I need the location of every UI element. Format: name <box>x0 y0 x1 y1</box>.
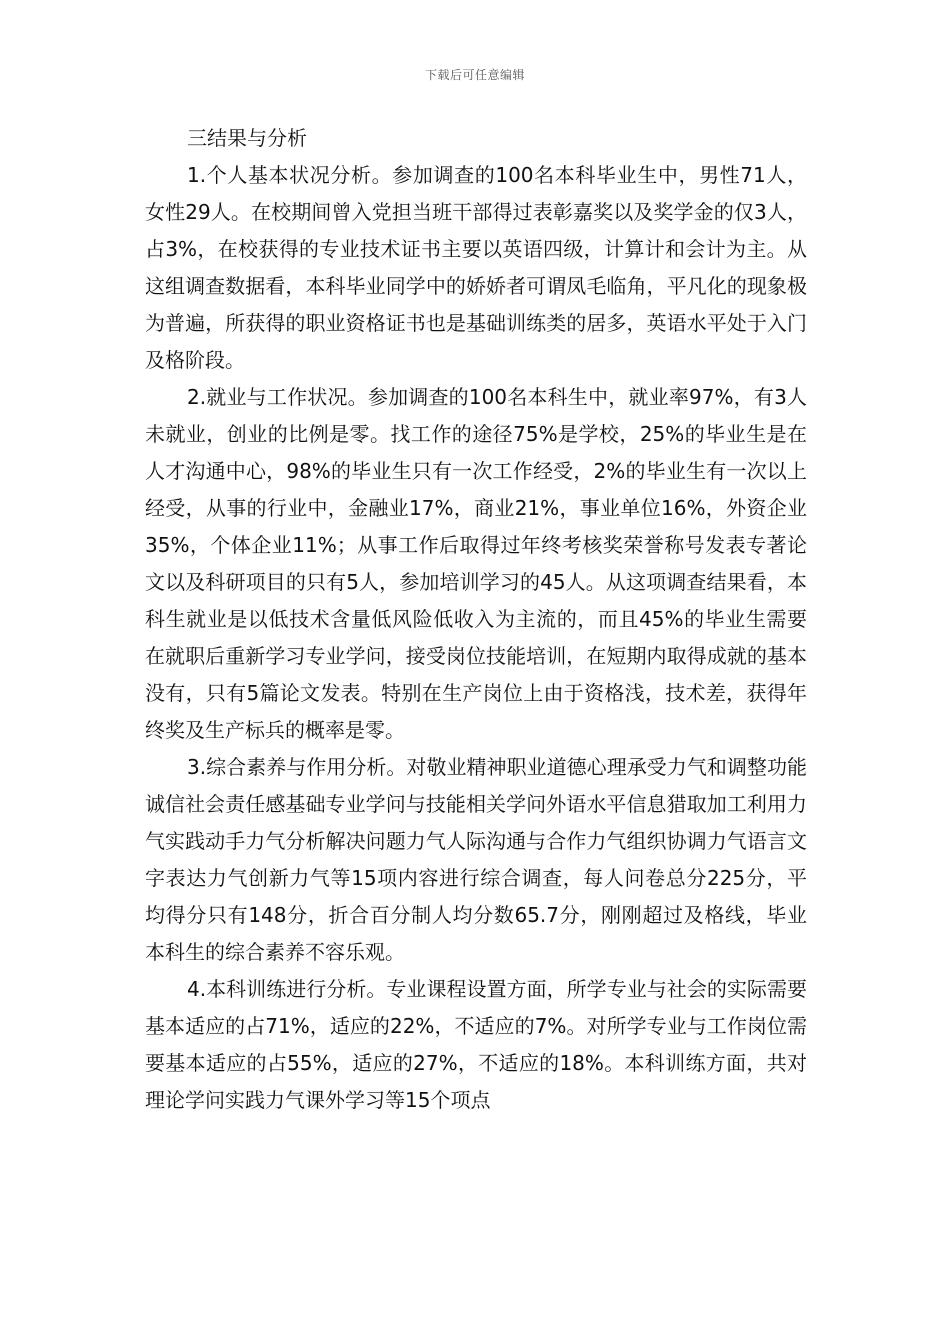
document-body <box>145 120 807 1119</box>
section-title: 三结果与分析 <box>187 126 307 150</box>
paragraph-undergraduate-training: 4.本科训练进行分析。专业课程设置方面，所学专业与社会的实际需要基本适应的占71%，适应的22%，不适应的7%。对所学专业与工作岗位需要基本适应的占55%，适应的27%，不适应的18%。本科训练方面，共对理论学问实践力气课外学习等15个项点 <box>145 977 807 1112</box>
paragraph-personal-status: 1.个人基本状况分析。参加调查的100名本科毕业生中，男性71人，女性29人。在校期间曾入党担当班干部得过表彰嘉奖以及奖学金的仅3人，占3%，在校获得的专业技术证书主要以英语四级，计算计和会计为主。从这组调查数据看，本科毕业同学中的娇娇者可谓凤毛临角，平凡化的现象极为普遍，所获得的职业资格证书也是基础训练类的居多，英语水平处于入门及格阶段。 <box>145 163 807 372</box>
paragraph-comprehensive-quality: 3.综合素养与作用分析。对敬业精神职业道德心理承受力气和调整功能诚信社会责任感基础专业学问与技能相关学问外语水平信息猎取加工利用力气实践动手力气分析解决问题力气人际沟通与合作力气组织协调力气语言文字表达力气创新力气等15项内容进行综合调查，每人问卷总分225分，平均得分只有148分，折合百分制人均分数65.7分，刚刚超过及格线，毕业本科生的综合素养不容乐观。 <box>145 755 807 964</box>
page-header: 下载后可任意编辑 <box>424 68 525 82</box>
paragraph-employment-status: 2.就业与工作状况。参加调查的100名本科生中，就业率97%，有3人未就业，创业的比例是零。找工作的途径75%是学校，25%的毕业生是在人才沟通中心，98%的毕业生只有一次工作经受，2%的毕业生有一次以上经受，从事的行业中，金融业17%，商业21%，事业单位16%，外资企业35%，个体企业11%；从事工作后取得过年终考核奖荣誉称号发表专著论文以及科研项目的只有5人，参加培训学习的45人。从这项调查结果看，本科生就业是以低技术含量低风险低收入为主流的，而且45%的毕业生需要在就职后重新学习专业学问，接受岗位技能培训，在短期内取得成就的基本没有，只有5篇论文发表。特别在生产岗位上由于资格浅，技术差，获得年终奖及生产标兵的概率是零。 <box>145 385 807 742</box>
